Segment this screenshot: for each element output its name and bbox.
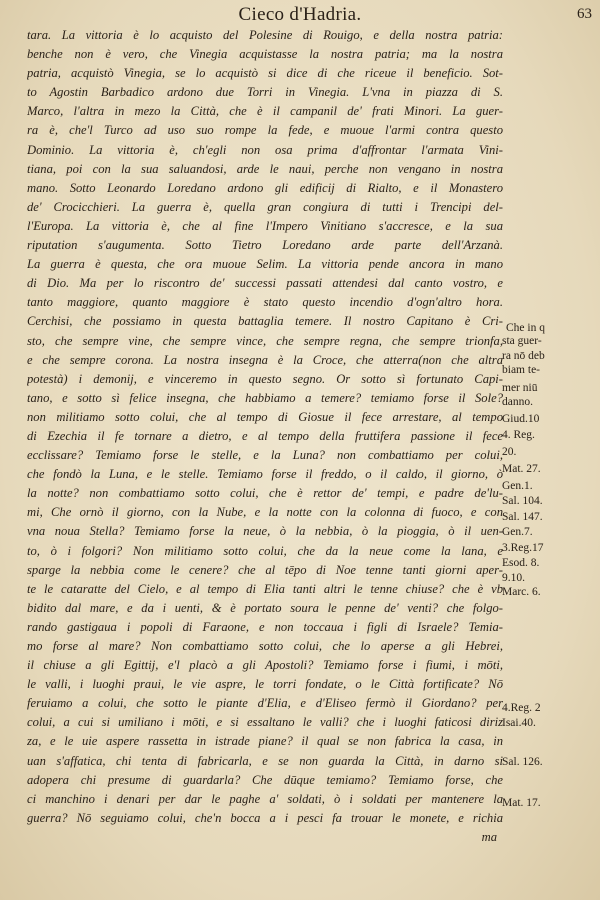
text-line: il chiuse a gli Egittij, e'l placò a gli Apostoli? Temiamo forse i fiumi, i mōti, [27,658,503,673]
text-line: benche non è vero, che Vinegia acquistasse la nostra patria; ma la nostra [27,47,503,62]
margin-notes [498,0,598,900]
text-line: mo forse al mare? Non combattiamo sotto colui, che lo aperse a gli Hebrei, [27,639,503,653]
margin-note: Sal. 147. [502,511,543,523]
text-line: ecclissare? Temiamo forse le stelle, e la Luna? non combattiamo per colui, [27,448,503,463]
margin-note: danno. [502,396,533,408]
text-line: patria, acquistò Vinegia, se lo acquistò si dice di che riceue il beneficio. Sot- [27,66,503,81]
margin-note: Mat. 27. [502,463,541,475]
margin-note: 9.10. [502,572,525,584]
text-line: la notte? non combattiamo sotto colui, che è rettor de' tempi, e padre de'lu- [27,486,503,501]
running-title: Cieco d'Hadria. [238,4,362,25]
text-line: di Ezechia il fe tornare a dietro, e al tempo della fruttifera passione il fece [27,428,503,443]
margin-note: Marc. 6. [502,586,541,598]
text-line: ma [481,829,497,844]
text-line: ci manchino i denari per dar le paghe a' soldati, ò i soldati per mantenere la [27,791,503,806]
margin-note: Mat. 17. [502,797,541,809]
text-line: non militiamo sotto colui, che al tempo di Giosue il fece arrestare, al tempo [27,409,503,424]
text-line: guerra? Nō seguiamo colui, che'n bocca a i pesci fa trouar le monete, e richia [27,810,503,825]
text-line: mano. Sotto Leonardo Loredano ardono gli edificij di Rialto, e il Monastero [27,180,503,195]
text-line: riputation s'augumenta. Sotto Tietro Loredano arde parte dell'Arzanà. [27,238,503,253]
body-text [27,26,503,847]
text-line: Marco, l'altra in mezo la Città, che è il campanil de' frati Minori. La guer- [27,104,503,119]
text-line: e che sempre corona. La nostra insegna è la Croce, che atterra(non che altra [27,352,503,367]
margin-note: Sal. 126. [502,756,543,768]
margin-note: Gen.1. [502,480,533,492]
text-line: adopera chi presume di guardarla? Che dūque temiamo? Temiamo forse, che [27,772,503,787]
margin-note: Esod. 8. [502,557,540,569]
text-line: to Agostin Barbadico ardono due Torri in Vinegia. L'vna in piazza di S. [27,85,503,100]
text-line: za, e le uie aspere rassetta in istrade piane? il qual se non fabrica la casa, in [27,734,503,749]
text-line: di Dio. Ma per lo riscontro de' successi passati attendesi dal canto vostro, e [27,276,503,291]
text-line: to, ò i folgori? Non militiamo sotto colui, che da la neue come la lana, e [27,543,503,558]
text-line: Dominio. La vittoria è, ch'egli non osa prima d'affrontar l'armata Vini- [27,142,503,157]
text-line: sto, che sempre vine, che sempre vince, che sempre regna, che sempre trionfa, [27,333,503,348]
margin-note: Isai.40. [502,717,536,729]
margin-note: 20. [502,446,517,458]
margin-note: ra nō deb [502,350,545,362]
text-line: che fondò la Luna, e le stelle. Temiamo forse il freddo, o il caldo, il giorno, ò [27,467,503,482]
text-line: te le cataratte del Cielo, e al tempo di Elia tanti altri le tenne chiuse? che è vb [27,581,503,596]
text-line: uan s'affatica, chi tenta di fabricarla, e se non guarda la Città, in darno si [27,753,503,768]
text-line: rando gastigaua i popoli di Faraone, e non toccaua i figli di Israele? Temia- [27,619,503,634]
text-line: Cerchisi, che possiamo in questa battaglia temere. Il nostro Capitano è Cri- [27,314,503,329]
margin-note: mer niū [502,382,538,394]
page-number: 63 [577,6,592,22]
margin-note: 4. Reg. [502,429,535,441]
margin-note: Giud.10 [502,413,540,425]
margin-note: Gen.7. [502,526,533,538]
margin-note: 4.Reg. 2 [502,702,541,714]
text-line: potestà) i demonij, e vinceremo in questo segno. Or sotto sì fortunato Capi- [27,371,503,386]
text-line: colui, a cui si umiliano i mōti, e si essaltano le valli? che i luoghi faticosi diriz [27,715,503,730]
text-line: sparge la nebbia come le cenere? che al tēpo di Noe tenne tanti giorni aper- [27,562,503,577]
margin-note: sta guer- [502,335,542,347]
text-line: l'Europa. La vittoria è, che al fine l'Impero Vinitiano s'accresce, e la sua [27,218,503,233]
margin-note: 3.Reg.17 [502,542,544,554]
text-line: tara. La vittoria è lo acquisto del Polesine di Rouigo, e della nostra patria: [27,28,503,42]
text-line: tiana, poi con la sua saluandosi, arde le naui, perche non vengano in nostra [27,161,503,176]
margin-note: Sal. 104. [502,495,543,507]
text-line: le valli, i luoghi praui, le vie aspre, le torri fondate, o le Città fortificate? Nō [27,677,503,692]
text-line: tano, e sotto sì felice insegna, che habbiamo a temere? temiamo forse il Sole? [27,390,503,405]
text-line: bidito dal mare, e da i uenti, & è portato soura le penne de' venti? che folgo- [27,600,503,615]
text-line: tanto maggiore, quanto maggiore è stato questo incendio d'ogn'altro hora. [27,295,503,310]
text-line: mi, Che ornò il giorno, con la Nube, e la notte con la colonna di fuoco, e con [27,505,503,520]
text-line: La guerra è questa, che ora muoue Selim. La vittoria pende ancora in mano [27,257,503,272]
text-line: vna noua Stella? Temiamo forse la neue, ò la nebbia, ò la pioggia, ò il uen- [27,524,503,539]
text-line: ra è, che'l Turco ad uso suo rompe la fede, e muoue l'armi contra questo [27,123,503,138]
text-line: de' Crocicchieri. La guerra è, quella gran congiura di tutti i Trencipi del- [27,199,503,214]
margin-note: biam te- [502,364,540,376]
text-line: feruiamo a colui, che sotto le piante d'Elia, e d'Eliseo fermò il Giordano? per [27,696,503,711]
margin-note: Che in q [506,322,545,334]
